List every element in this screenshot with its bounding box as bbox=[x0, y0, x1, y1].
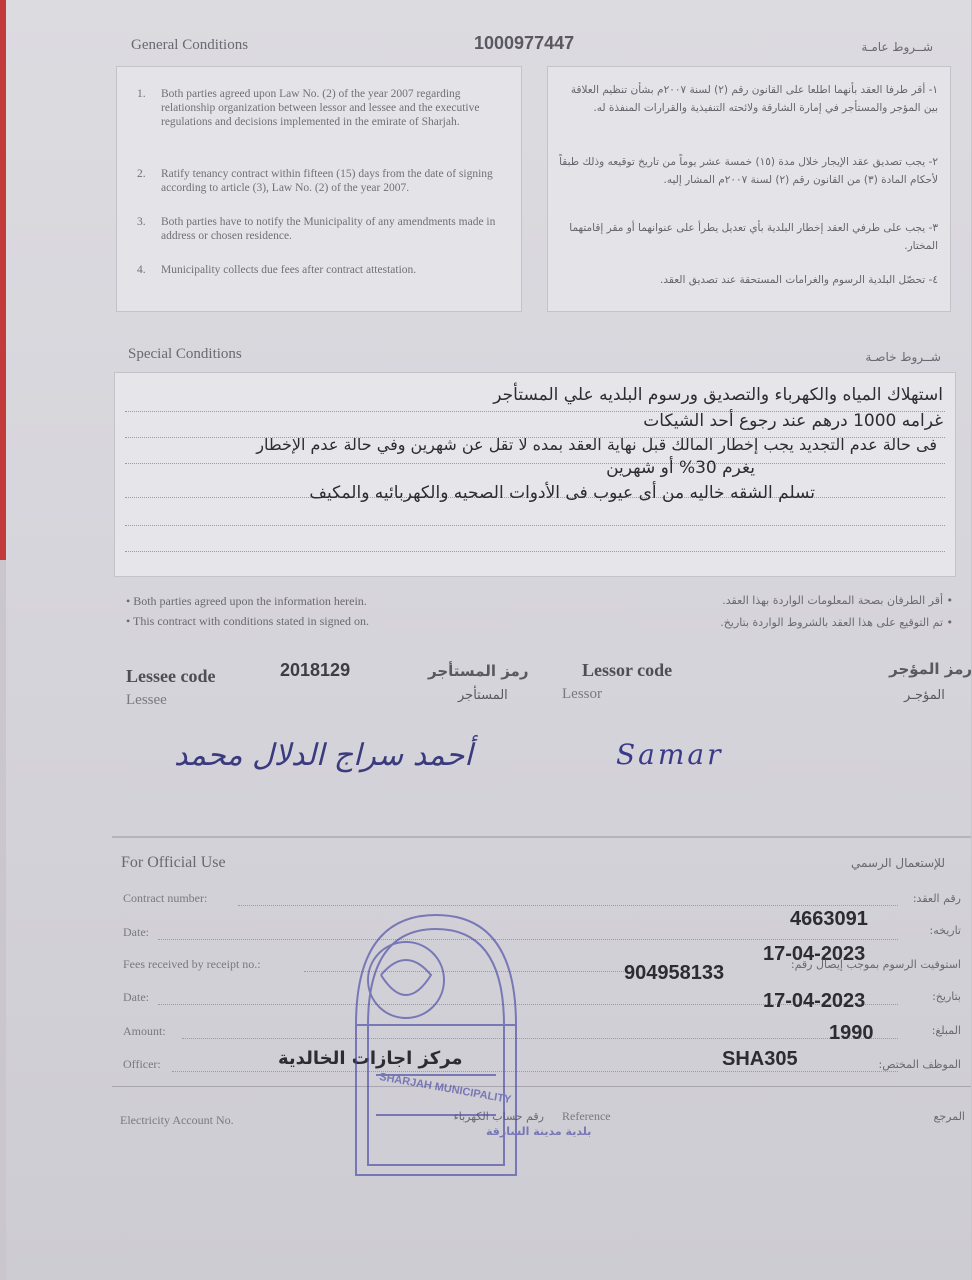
condition-4-num: 4. bbox=[137, 264, 146, 276]
fees-receipt-label: Fees received by receipt no.: bbox=[123, 957, 261, 971]
special-condition-1: استهلاك المياه والكهرباء والتصديق ورسوم البلديه علي المستأجر bbox=[493, 385, 943, 405]
special-conditions-title-ar: شــروط خاصـة bbox=[865, 350, 941, 364]
stamp-text-en: SHARJAH MUNICIPALITY bbox=[378, 1071, 513, 1107]
date-value: 17-04-2023 bbox=[763, 943, 866, 965]
condition-2-text: Ratify tenancy contract within fifteen (15) days from the date of signing according to article (3), Law No. (2) of the year 2007. bbox=[161, 168, 493, 194]
amount-label-ar: المبلغ: bbox=[931, 1024, 961, 1037]
tenancy-contract-page bbox=[6, 0, 971, 1280]
general-conditions-title-ar: شــروط عامـة bbox=[861, 40, 933, 54]
condition-3-text: Both parties have to notify the Municipality of any amendments made in address or chosen residence. bbox=[161, 216, 496, 242]
condition-2-ar: ٢- يجب تصديق عقد الإيجار خلال مدة (١٥) خمسة عشر يوماً من تاريخ توقيعه وذلك طبقاً لأحكام المادة (٣) من القانون رقم (٢) لسنة ٢٠٠٧م المشار إليه. bbox=[559, 156, 938, 186]
stamp-text-ar: بلدية مدينة الشارقة bbox=[486, 1125, 592, 1138]
lessor-code-label-ar: رمز المؤجر bbox=[889, 660, 972, 678]
note-1-en: • Both parties agreed upon the information herein. bbox=[126, 594, 367, 608]
fees-receipt-label-ar: استوفيت الرسوم بموجب إيصال رقم: bbox=[790, 958, 961, 971]
condition-4-ar: ٤- تحصّل البلدية الرسوم والغرامات المستحقة عند تصديق العقد. bbox=[660, 274, 938, 286]
condition-4-en bbox=[137, 263, 509, 279]
special-condition-4: يغرم 30% أو شهرين bbox=[606, 458, 755, 478]
lessee-label-ar: المستأجر bbox=[458, 688, 508, 703]
lessor-label: Lessor bbox=[562, 686, 602, 702]
lessee-code-value: 2018129 bbox=[280, 660, 351, 680]
condition-3-ar: ٣- يجب على طرفي العقد إخطار البلدية بأي تعديل يطرأ على عنوانهما أو مقر إقامتهما المختار. bbox=[569, 222, 938, 252]
condition-2-en bbox=[137, 167, 509, 197]
general-conditions-ar-box bbox=[547, 66, 951, 312]
officer-name-value: مركز اجازات الخالدية bbox=[278, 1048, 463, 1069]
amount-label: Amount: bbox=[123, 1024, 166, 1038]
receipt-number-value: 904958133 bbox=[624, 962, 725, 984]
condition-1-ar: ١- أقر طرفا العقد بأنهما اطلعا على القانون رقم (٢) لسنة ٢٠٠٧م بشأن تنظيم العلاقة بين المؤجر والمستأجر في إمارة الشارقة ولائحته التنفيذية والقرارات المنفذة له. bbox=[570, 84, 938, 114]
condition-3-num: 3. bbox=[137, 216, 146, 228]
official-divider bbox=[112, 1086, 971, 1087]
lessee-code-label-ar: رمز المستأجر bbox=[428, 662, 529, 680]
date-label-ar: تاريخه: bbox=[929, 924, 961, 937]
lessee-signature: أحمد سراج الدلال محمد bbox=[174, 738, 473, 773]
special-condition-3: فى حالة عدم التجديد يجب إخطار المالك قبل نهاية العقد بمده لا تقل عن شهرين وفي حالة عدم الإخطار bbox=[256, 435, 937, 454]
date-label: Date: bbox=[123, 925, 149, 939]
receipt-date-label: Date: bbox=[123, 990, 149, 1004]
official-use-title: For Official Use bbox=[121, 854, 226, 871]
lessor-label-ar: المؤجـر bbox=[904, 688, 945, 703]
condition-2-num: 2. bbox=[137, 168, 146, 180]
note-1-ar: • أقر الطرفان بصحة المعلومات الواردة بهذا العقد. bbox=[722, 594, 953, 607]
contract-number-label: Contract number: bbox=[123, 891, 208, 905]
lessee-label: Lessee bbox=[126, 692, 167, 708]
section-divider bbox=[112, 836, 971, 838]
special-condition-5: تسلم الشقه خاليه من أى عيوب فى الأدوات الصحيه والكهربائيه والمكيف bbox=[309, 483, 815, 503]
condition-1-en bbox=[137, 87, 509, 145]
contract-number-label-ar: رقم العقد: bbox=[912, 892, 961, 905]
receipt-date-label-ar: بتاريخ: bbox=[932, 990, 961, 1003]
electricity-account-label-ar: رقم حساب الكهرباء bbox=[453, 1110, 544, 1123]
stamp-emblem-shape bbox=[381, 960, 431, 995]
stamp-emblem-circle bbox=[368, 942, 444, 1018]
amount-value: 1990 bbox=[829, 1022, 874, 1044]
special-condition-2: غرامه 1000 درهم عند رجوع أحد الشيكات bbox=[643, 411, 943, 431]
lessee-code-label: Lessee code bbox=[126, 666, 216, 686]
general-conditions-en-box bbox=[116, 66, 522, 312]
reference-label-ar: المرجع bbox=[933, 1110, 965, 1123]
lessor-signature: Samar bbox=[616, 738, 724, 771]
contract-number-value: 4663091 bbox=[790, 908, 868, 930]
condition-3-en bbox=[137, 215, 509, 245]
officer-label-ar: الموظف المختص: bbox=[878, 1058, 961, 1071]
special-conditions-title: Special Conditions bbox=[128, 346, 242, 362]
special-rule-line bbox=[125, 463, 945, 464]
note-2-ar: • تم التوقيع على هذا العقد بالشروط الواردة بتاريخ. bbox=[720, 616, 953, 629]
note-2-en: • This contract with conditions stated in signed on. bbox=[126, 614, 369, 628]
special-rule-line bbox=[125, 525, 945, 526]
special-rule-line bbox=[125, 551, 945, 552]
receipt-date-value: 17-04-2023 bbox=[763, 990, 866, 1012]
official-use-title-ar: للإستعمال الرسمي bbox=[850, 856, 945, 870]
condition-4-text: Municipality collects due fees after contract attestation. bbox=[161, 264, 417, 276]
condition-1-text: Both parties agreed upon Law No. (2) of the year 2007 regarding relationship organization between lessor and lessee and the executive regulations and decisions implemented in the emirate of Sharjah. bbox=[161, 88, 480, 128]
amount-line bbox=[182, 1038, 898, 1039]
special-conditions-box bbox=[114, 372, 956, 577]
lessor-code-label: Lessor code bbox=[582, 660, 673, 680]
electricity-account-label: Electricity Account No. bbox=[120, 1113, 234, 1127]
stamp-arch-inner bbox=[368, 929, 504, 1025]
general-conditions-title: General Conditions bbox=[131, 37, 249, 53]
contract-serial-number: 1000977447 bbox=[474, 33, 575, 53]
officer-label: Officer: bbox=[123, 1057, 161, 1071]
reference-label: Reference bbox=[562, 1109, 611, 1123]
officer-code-value: SHA305 bbox=[722, 1048, 798, 1070]
condition-1-num: 1. bbox=[137, 88, 146, 100]
